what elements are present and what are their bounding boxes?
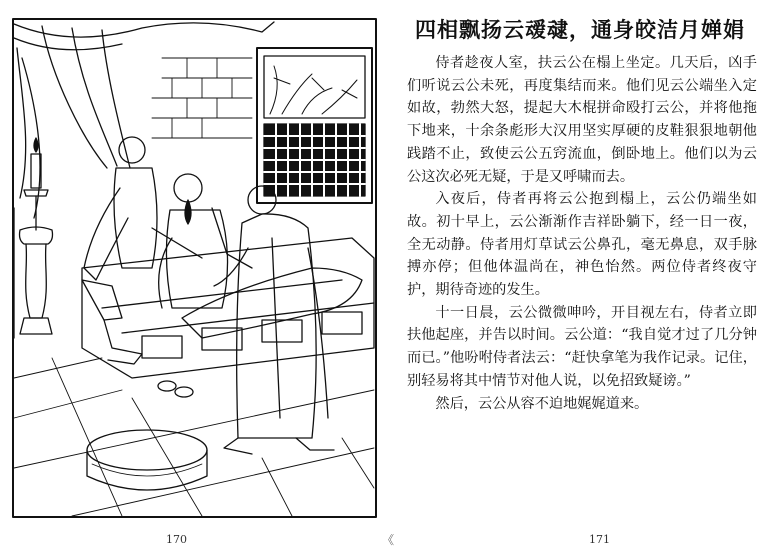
paragraph: 十一日晨，云公微微呻吟，开目视左右，侍者立即扶他起座，并告以时间。云公道：“我自觉才过了几分钟而已。”他吩咐侍者法云：“赶快拿笔为我作记录。记住，别轻易将其中情节对他人说，以免招致疑谤。”	[407, 304, 757, 389]
line-drawing-illustration	[12, 18, 377, 518]
page-number-right: 171	[589, 533, 610, 546]
gutter-mark: 《	[382, 533, 395, 547]
brick-wall	[152, 58, 252, 138]
body-text	[407, 52, 757, 415]
slippers	[158, 381, 193, 397]
page-number-left: 170	[166, 533, 187, 546]
paragraph: 入夜后，侍者再将云公抱到榻上，云公仍端坐如故。初十早上，云公渐渐作吉祥卧躺下，经一日一夜，全无动静。侍者用灯草试云公鼻孔，毫无鼻息，双手脉搏亦停；但他体温尚在，神色怡然。两位侍者终夜守护，期待奇迹的发生。	[407, 191, 757, 299]
chapter-title: 四相飘扬云叆叇，通身皎洁月婵娟	[415, 18, 745, 42]
paragraph: 然后，云公从容不迫地娓娓道来。	[435, 395, 649, 412]
lattice-window	[257, 48, 372, 203]
right-page	[385, 0, 770, 560]
monk-left	[82, 137, 202, 364]
canopy-curtain	[14, 22, 274, 338]
paragraph: 侍者趁夜人室，扶云公在榻上坐定。几天后，凶手们听说云公未死，再度集结而来。他们见云公端坐入定如故，勃然大怒，提起大木棍拼命殴打云公，并将他拖下地来，十余条彪形大汉用坚实厚硬的皮鞋狠狠地朝他践踏不止，致使云公五窍流血，倒卧地上。他们以为云公这次必死无疑，于是又呼啸而去。	[407, 55, 757, 185]
